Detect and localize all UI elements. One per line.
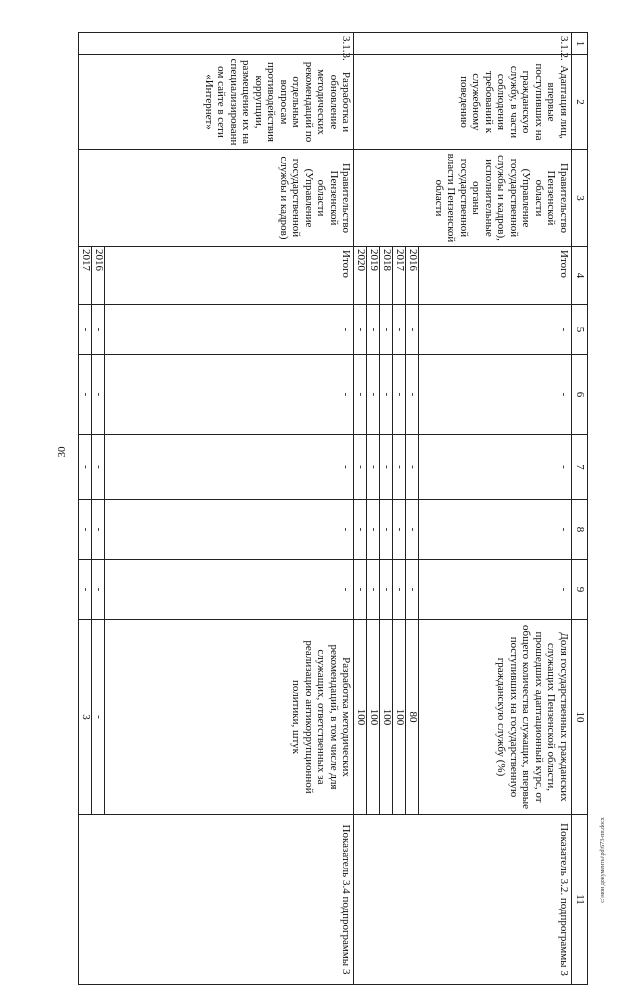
event-name: Разработка и обновление методических рекомендаций по отдельным вопросам противодействия коррупции, размещение их на специализированном сайте в сети «Интернет» bbox=[79, 55, 354, 150]
cell-5: - bbox=[393, 305, 406, 355]
table-row bbox=[419, 33, 572, 985]
year-cell: 2016 bbox=[92, 247, 105, 305]
cell-5: - bbox=[92, 305, 105, 355]
cell-8: - bbox=[406, 500, 419, 560]
cell-9: - bbox=[92, 560, 105, 620]
indicator-reference: Показатель 3.4 подпрограммы 3 bbox=[79, 815, 354, 985]
col-header-5: 5 bbox=[572, 305, 588, 355]
cell-9: - bbox=[380, 560, 393, 620]
cell-8-total: - bbox=[105, 500, 354, 560]
indicator-value: 100 bbox=[354, 620, 367, 815]
indicator-value: 100 bbox=[380, 620, 393, 815]
year-cell: 2016 bbox=[406, 247, 419, 305]
cell-5: - bbox=[380, 305, 393, 355]
cell-7-total: - bbox=[105, 435, 354, 500]
cell-8: - bbox=[354, 500, 367, 560]
total-label: Итого bbox=[419, 247, 572, 305]
cell-8: - bbox=[380, 500, 393, 560]
cell-7: - bbox=[393, 435, 406, 500]
cell-6-total: - bbox=[105, 355, 354, 435]
rotated-sheet bbox=[78, 32, 588, 976]
cell-5-total: - bbox=[419, 305, 572, 355]
executor: Правительство Пензенской области (Управление государственной службы и кадров) bbox=[79, 150, 354, 247]
indicator-value: - bbox=[92, 620, 105, 815]
cell-7: - bbox=[79, 435, 92, 500]
cell-6: - bbox=[367, 355, 380, 435]
col-header-6: 6 bbox=[572, 355, 588, 435]
header-row bbox=[572, 33, 588, 985]
col-header-11: 11 bbox=[572, 815, 588, 985]
year-cell: 2018 bbox=[380, 247, 393, 305]
col-header-1: 1 bbox=[572, 33, 588, 55]
col-header-7: 7 bbox=[572, 435, 588, 500]
program-table bbox=[78, 32, 588, 985]
cell-9: - bbox=[393, 560, 406, 620]
file-path-footer: c:\мои документы\pd\673-пп.docx bbox=[600, 817, 606, 903]
cell-7: - bbox=[354, 435, 367, 500]
cell-9: - bbox=[406, 560, 419, 620]
cell-7: - bbox=[367, 435, 380, 500]
cell-8: - bbox=[79, 500, 92, 560]
col-header-8: 8 bbox=[572, 500, 588, 560]
col-header-4: 4 bbox=[572, 247, 588, 305]
cell-6: - bbox=[380, 355, 393, 435]
indicator-value: 100 bbox=[367, 620, 380, 815]
cell-5: - bbox=[79, 305, 92, 355]
year-cell: 2019 bbox=[367, 247, 380, 305]
cell-9: - bbox=[354, 560, 367, 620]
col-header-9: 9 bbox=[572, 560, 588, 620]
cell-8: - bbox=[367, 500, 380, 560]
cell-7-total: - bbox=[419, 435, 572, 500]
cell-9: - bbox=[367, 560, 380, 620]
cell-8-total: - bbox=[419, 500, 572, 560]
executor: Правительство Пензенской области (Управление государственной службы и кадров), исполнительные органы государственной власти Пензенской области bbox=[354, 150, 572, 247]
indicator-value: 100 bbox=[393, 620, 406, 815]
cell-5-total: - bbox=[105, 305, 354, 355]
col-header-3: 3 bbox=[572, 150, 588, 247]
indicator-name: Разработка методических рекомендаций, в том числе для служащих, ответственных за реализацию антикоррупционной политики, штук bbox=[105, 620, 354, 815]
col-header-2: 2 bbox=[572, 55, 588, 150]
table-row bbox=[105, 33, 354, 985]
cell-5: - bbox=[354, 305, 367, 355]
year-cell: 2017 bbox=[79, 247, 92, 305]
indicator-name: Доля государственных гражданских служащих Пензенской области, прошедших адаптационный курс, от общего количества служащих, впервые поступивших на государственную гражданскую службу (%) bbox=[419, 620, 572, 815]
row-number: 3.1.3. bbox=[79, 33, 354, 55]
page-number: 30 bbox=[56, 446, 68, 458]
cell-6: - bbox=[406, 355, 419, 435]
cell-6: - bbox=[393, 355, 406, 435]
indicator-reference: Показатель 3.2. подпрограммы 3 bbox=[354, 815, 572, 985]
cell-7: - bbox=[92, 435, 105, 500]
cell-7: - bbox=[380, 435, 393, 500]
indicator-value: 3 bbox=[79, 620, 92, 815]
cell-9-total: - bbox=[419, 560, 572, 620]
event-name: Адаптация лиц, впервые поступивших на гражданскую службу, в части соблюдения требований к служебному поведению bbox=[354, 55, 572, 150]
year-cell: 2017 bbox=[393, 247, 406, 305]
cell-7: - bbox=[406, 435, 419, 500]
row-number: 3.1.2. bbox=[354, 33, 572, 55]
cell-5: - bbox=[367, 305, 380, 355]
cell-9-total: - bbox=[105, 560, 354, 620]
cell-5: - bbox=[406, 305, 419, 355]
col-header-10: 10 bbox=[572, 620, 588, 815]
cell-6-total: - bbox=[419, 355, 572, 435]
total-label: Итого bbox=[105, 247, 354, 305]
cell-8: - bbox=[393, 500, 406, 560]
cell-6: - bbox=[354, 355, 367, 435]
cell-6: - bbox=[79, 355, 92, 435]
cell-6: - bbox=[92, 355, 105, 435]
cell-9: - bbox=[79, 560, 92, 620]
cell-8: - bbox=[92, 500, 105, 560]
year-cell: 2020 bbox=[354, 247, 367, 305]
indicator-value: 80 bbox=[406, 620, 419, 815]
